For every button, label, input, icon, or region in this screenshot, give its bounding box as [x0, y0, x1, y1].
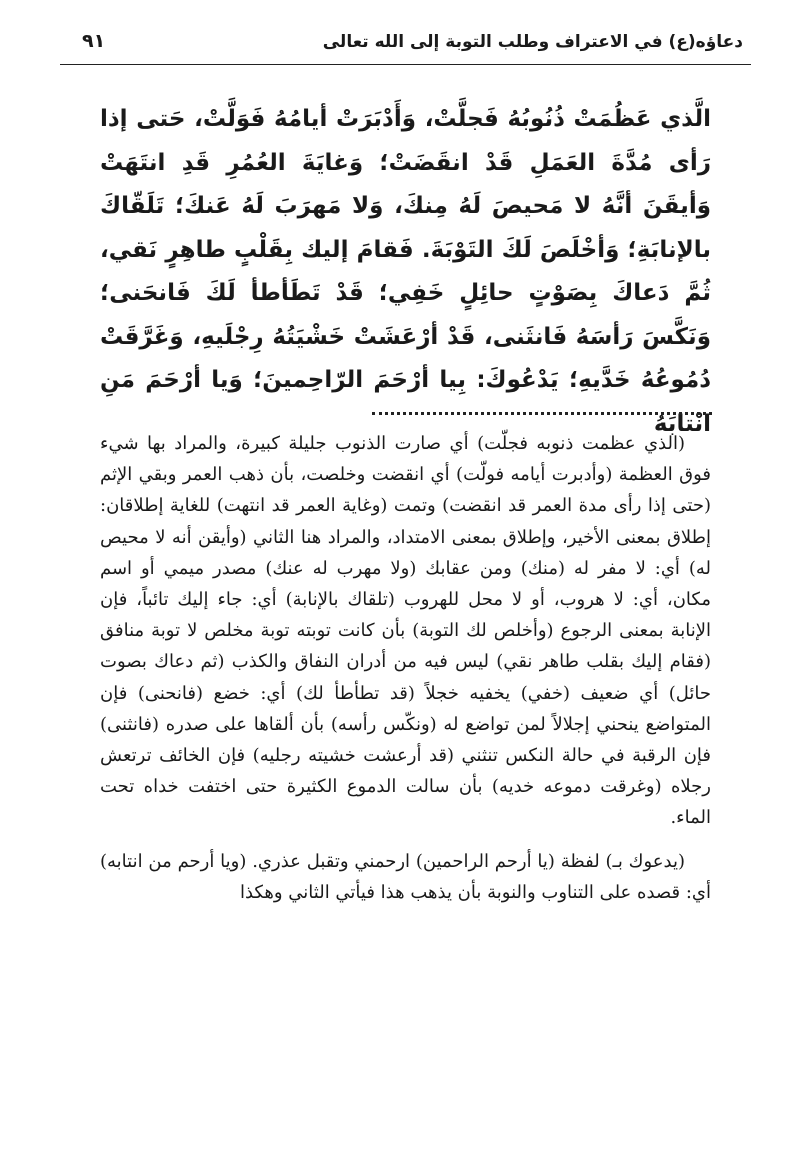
dotted-divider [372, 412, 712, 415]
page-number: ٩١ [82, 30, 106, 52]
header-title: دعاؤه(ع) في الاعتراف وطلب التوبة إلى الله تعالى [322, 32, 743, 52]
commentary [100, 428, 711, 908]
commentary-paragraph: (يدعوك بـ) لفظة (يا أرحم الراحمين) ارحمني وتقبل عذري. (ويا أرحم من انتابه) أي: قصده على التناوب والنوبة بأن يذهب هذا فيأتي الثاني وهكذا [100, 850, 711, 903]
running-header [60, 30, 751, 65]
prayer-text: الَّذي عَظُمَتْ ذُنُوبُهُ فَجلَّتْ، وَأَدْبَرَتْ أيامُهُ فَوَلَّتْ، حَتى إذا رَأى مُدَّةَ العَمَلِ قَدْ انقَضَتْ؛ وَغايَةَ العُمُرِ قَدِ انتَهَتْ وَأيقَنَ أنَّهُ لا مَحيصَ لَهُ مِنكَ، وَلا مَهرَبَ لَهُ عَنكَ؛ تَلَقّاكَ بالإنابَةِ؛ وَأخْلَصَ لَكَ التَوْبَةَ. فَقامَ إليك بِقَلْبٍ طاهِرٍ نَقي، ثُمَّ دَعاكَ بِصَوْتٍ حائِلٍ خَفِي؛ قَدْ تَطَأطأ لَكَ فَانحَنى؛ وَنَكَّسَ رَأسَهُ فَانثَنى، قَدْ أرْعَشَتْ خَشْيَتُهُ رِجْلَيهِ، وَغَرَّقَتْ دُمُوعُهُ خَدَّيهِ؛ يَدْعُوكَ: بِيا أرْحَمَ الرّاحِمينَ؛ وَيا أرْحَمَ مَنِ انْتابَهُ [100, 106, 711, 437]
commentary-paragraph: (الذي عظمت ذنوبه فجلّت) أي صارت الذنوب جليلة كبيرة، والمراد بها شيء فوق العظمة (وأدبرت أيامه فولّت) أي انقضت وخلصت، بأن ذهب العمر وبقي الإثم (حتى إذا رأى مدة العمر قد انقضت) وتمت (وغاية العمر قد انتهت) للغاية إطلاقان: إطلاق بمعنى الأخير، وإطلاق بمعنى الامتداد، والمراد هنا الثاني (وأيقن أنه لا محيص له) أي: لا مفر له (منك) ومن عقابك (ولا مهرب له عنك) مصدر ميمي أو اسم مكان، أي: لا هروب، أو لا محل للهروب (تلقاك بالإنابة) أي: جاء إليك تائباً، فإن الإنابة بمعنى الرجوع (وأخلص لك التوبة) بأن كانت توبته توبة مخلص لا توبة منافق (فقام إليك بقلب طاهر نقي) ليس فيه من أدران النفاق والكذب (ثم دعاك بصوت حائل) أي ضعيف (خفي) يخفيه خجلاً (قد تطأطأ لك) أي: خضع (فانحنى) فإن المتواضع ينحني إجلالاً لمن تواضع له (ونكّس رأسه) بأن ألقاها على صدره (فانثنى) فإن الرقبة في حالة النكس تنثني (قد أرعشت خشيته رجليه) فإن الخائف ترتعش رجلاه (وغرقت دموعه خديه) بأن سالت الدموع الكثيرة حتى اختفت خداه تحت الماء. [100, 433, 711, 829]
